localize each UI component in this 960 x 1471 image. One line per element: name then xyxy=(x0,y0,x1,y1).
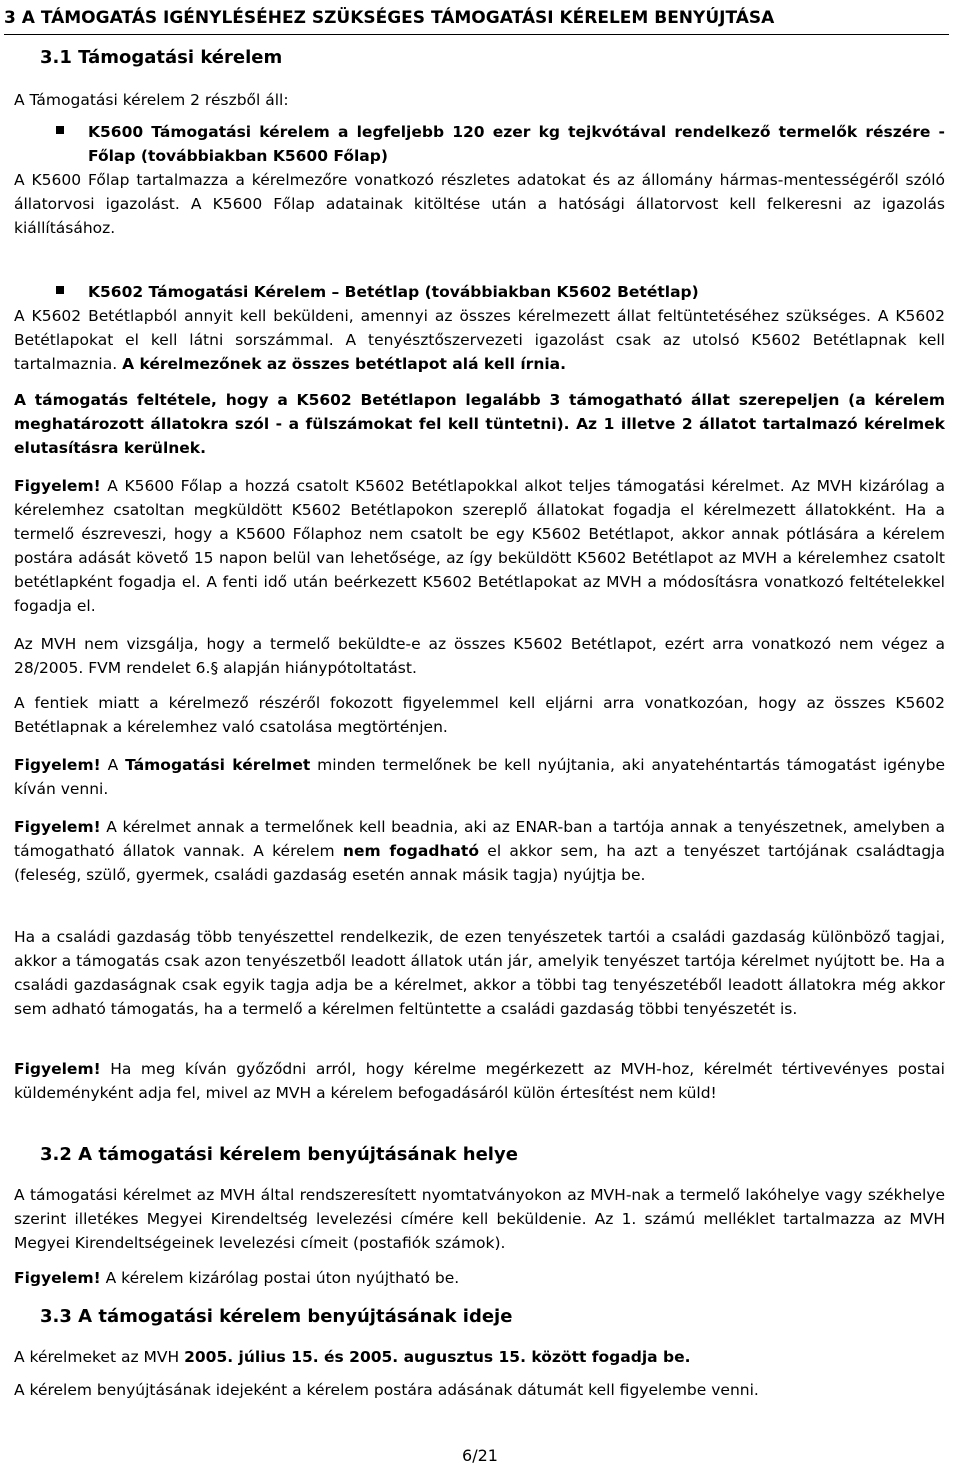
attention-paragraph-3 xyxy=(14,815,945,887)
attention-paragraph-4 xyxy=(14,1057,945,1105)
paragraph-text: A K5600 Főlap a hozzá csatolt K5602 Betétlapokkal alkot teljes támogatási kérelmet. Az MVH kizárólag a kérelemhez csatoltan megküldött K5602 Betétlapokon szereplő állatokat fogadja el kérelmezett állatokként. Ha a termelő észreveszi, hogy a K5600 Főlaphoz nem csatolt be egy K5602 Betétlapot, akkor annak pótlására a kérelem postára adását követő 15 napon belül van lehetősége, az így beküldött K5602 Betétlapot az MVH a kérelemhez csatolt betétlapként fogadja el. A fenti idő után beérkezett K5602 Betétlapokat az MVH a módosításra vonatkozó feltételekkel fogadja el. xyxy=(14,477,945,615)
bullet2-title: K5602 Támogatási Kérelem – Betétlap (továbbiakban K5602 Betétlap) xyxy=(88,283,699,301)
section-3-3-paragraph-2: A kérelem benyújtásának idejeként a kérelem postára adásának dátumát kell figyelembe venni. xyxy=(14,1381,759,1399)
section-3-3-title: 3.3 A támogatási kérelem benyújtásának ideje xyxy=(40,1306,513,1327)
paragraph-2: Az MVH nem vizsgálja, hogy a termelő beküldte-e az összes K5602 Betétlapot, ezért arra vonatkozó nem végez a 28/2005. FVM rendelet 6.§ alapján hiánypótoltatást. xyxy=(14,635,945,677)
bullet1-paragraph: A K5600 Főlap tartalmazza a kérelmezőre vonatkozó részletes adatokat és az állomány hármas-mentességéről szóló állatorvosi igazolást. A K5600 Főlap adatainak kitöltése után a hatósági állatorvost kell felkeresni az igazolás kiállításához. xyxy=(14,171,945,237)
attention-label: Figyelem! xyxy=(14,818,101,836)
attention-paragraph-5 xyxy=(14,1266,945,1290)
bold-text: Támogatási kérelmet xyxy=(125,756,311,774)
intro-paragraph: A Támogatási kérelem 2 részből áll: xyxy=(14,91,289,109)
date-range-text: 2005. július 15. és 2005. augusztus 15. között fogadja be. xyxy=(184,1348,691,1366)
paragraph-text: A xyxy=(107,756,119,774)
attention-label: Figyelem! xyxy=(14,1060,101,1078)
paragraph-text: A kérelmeket az MVH xyxy=(14,1348,180,1366)
condition-paragraph: A támogatás feltétele, hogy a K5602 Betétlapon legalább 3 támogatható állat szerepeljen (a kérelem meghatározott állatokra szól - a fülszámokat fel kell tüntetni). Az 1 illetve 2 állatot tartalmazó kérelmek elutasításra kerülnek. xyxy=(14,391,945,457)
bullet-square-icon xyxy=(56,126,64,134)
chapter-heading: 3 A TÁMOGATÁS IGÉNYLÉSÉHEZ SZÜKSÉGES TÁMOGATÁSI KÉRELEM BENYÚJTÁSA xyxy=(4,4,949,35)
bullet-square-icon xyxy=(56,286,64,294)
paragraph-text: Ha meg kíván győződni arról, hogy kérelme megérkezett az MVH-hoz, kérelmét tértivevényes postai küldeményként adja fel, mivel az MVH a kérelem befogadásáról külön értesítést nem küld! xyxy=(14,1060,945,1102)
page-number: 6/21 xyxy=(462,1446,498,1465)
bullet1-title: K5600 Támogatási kérelem a legfeljebb 120 ezer kg tejkvótával rendelkező termelők részére - Főlap (továbbiakban K5600 Főlap) xyxy=(88,123,945,165)
paragraph-3: A fentiek miatt a kérelmező részéről fokozott figyelemmel kell eljárni arra vonatkozóan, hogy az összes K5602 Betétlapnak a kérelemhez való csatolása megtörténjen. xyxy=(14,694,945,736)
bullet2-text: A K5602 Betétlapból annyit kell beküldeni, amennyi az összes kérelmezett állat feltüntetéséhez szükséges. A K5602 Betétlapokat el kell látni sorszámmal. A tenyésztőszervezeti igazolást csak az utolsó K5602 Betétlapnak kell tartalmaznia. xyxy=(14,307,945,373)
bullet2-paragraph xyxy=(14,304,945,376)
paragraph-text: el akkor sem, ha azt a tenyészet tartójának családtagja (feleség, szülő, gyermek, családi gazdaság esetén annak másik tagja) nyújtja be. xyxy=(14,842,945,884)
paragraph-6: Ha a családi gazdaság több tenyészettel rendelkezik, de ezen tenyészetek tartói a családi gazdaság különböző tagjai, akkor a támogatás csak azon tenyészetből leadott állatok után jár, amelyik tenyészet tartója kérelmet nyújtott be. Ha a családi gazdaságnak csak egyik tagja adja be a kérelmet, akkor a többi tag tenyészetéből leadott állatokra még akkor sem adható támogatás, ha a termelő a kérelmen feltüntette a családi gazdaság többi tenyészetét is. xyxy=(14,928,945,1018)
section-3-2-paragraph-1: A támogatási kérelmet az MVH által rendszeresített nyomtatványokon az MVH-nak a termelő lakóhelye vagy székhelye szerint illetékes Megyei Kirendeltség levelezési címére kell beküldenie. Az 1. számú melléklet tartalmazza az MVH Megyei Kirendeltségeinek levelezési címeit (postafiók számok). xyxy=(14,1186,945,1252)
attention-label: Figyelem! xyxy=(14,477,101,495)
section-3-1-title: 3.1 Támogatási kérelem xyxy=(40,47,283,68)
section-3-2-title: 3.2 A támogatási kérelem benyújtásának helye xyxy=(40,1144,518,1165)
paragraph-text: A kérelem kizárólag postai úton nyújtható be. xyxy=(105,1269,460,1287)
attention-paragraph-1 xyxy=(14,474,945,618)
paragraph-text: minden termelőnek be kell nyújtania, aki anyatehéntartás támogatást igénybe kíván venni. xyxy=(14,756,945,798)
paragraph-text: A kérelmet annak a termelőnek kell beadnia, aki az ENAR-ban a tartója annak a tenyészetnek, amelyben a támogatható állatok vannak. A kérelem xyxy=(14,818,945,860)
attention-paragraph-2 xyxy=(14,753,945,801)
attention-label: Figyelem! xyxy=(14,756,101,774)
bold-text: nem fogadható xyxy=(342,842,479,860)
attention-label: Figyelem! xyxy=(14,1269,101,1287)
bullet2-bold-text: A kérelmezőnek az összes betétlapot alá kell írnia. xyxy=(122,355,567,373)
section-3-3-paragraph-1 xyxy=(14,1345,945,1369)
